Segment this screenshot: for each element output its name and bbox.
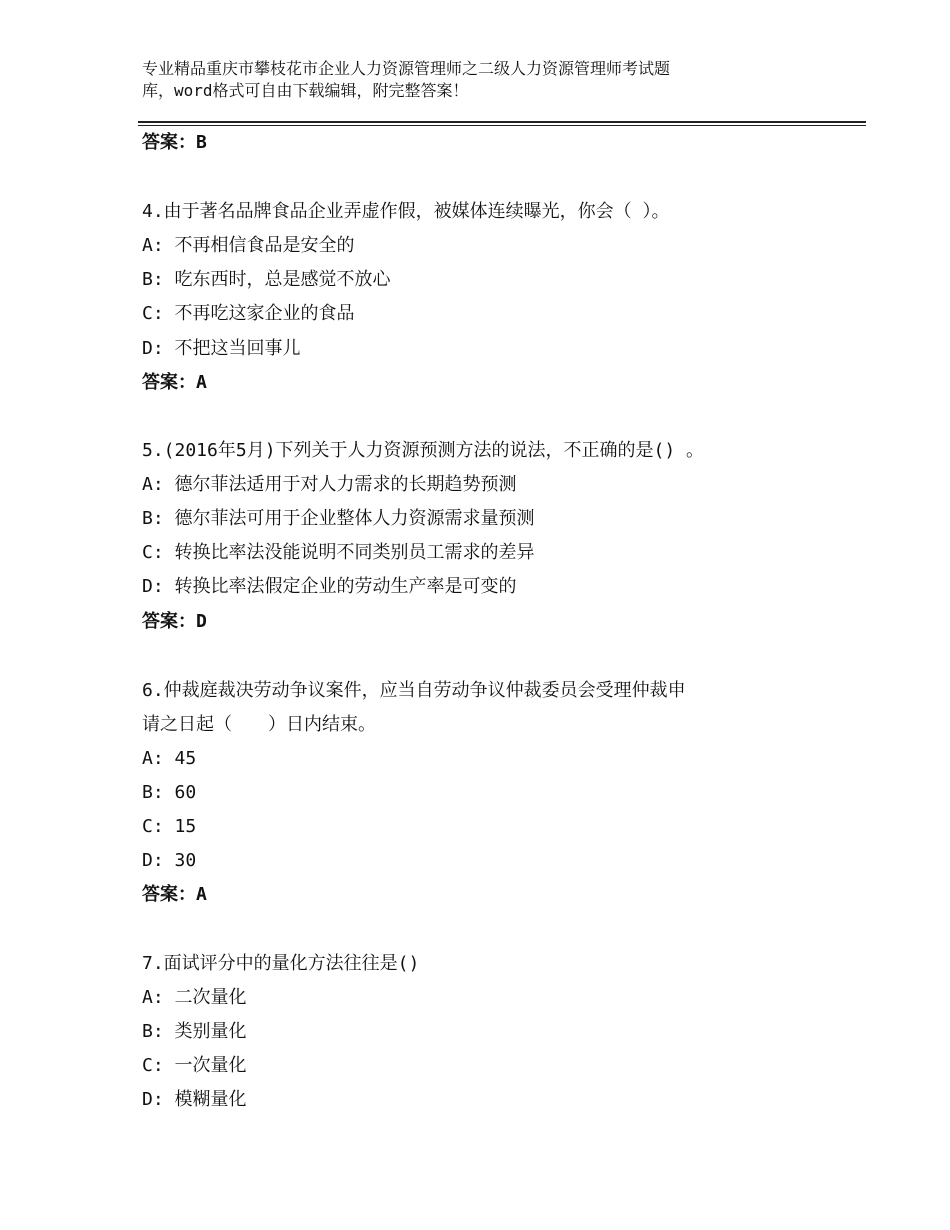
question-7-option-b: B: 类别量化 [142,1021,247,1042]
question-5-option-b: B: 德尔菲法可用于企业整体人力资源需求量预测 [142,508,535,529]
question-5-option-d: D: 转换比率法假定企业的劳动生产率是可变的 [142,576,517,597]
question-6-stem-line-1: 6.仲裁庭裁决劳动争议案件，应当自劳动争议仲裁委员会受理仲裁申 [142,680,686,701]
question-6-stem-line-2: 请之日起（ ）日内结束。 [142,714,376,735]
question-4-stem: 4.由于著名品牌食品企业弄虚作假，被媒体连续曝光，你会（ ）。 [142,201,670,222]
question-7-option-c: C: 一次量化 [142,1055,247,1076]
question-5-stem: 5.(2016年5月)下列关于人力资源预测方法的说法，不正确的是() 。 [142,440,705,461]
header-line-1: 专业精品重庆市攀枝花市企业人力资源管理师之二级人力资源管理师考试题 [142,59,671,78]
header-rule-thick [138,121,866,123]
question-6-option-b: B: 60 [142,782,197,803]
header-line-2: 库，word格式可自由下载编辑，附完整答案！ [142,81,469,100]
question-4-option-d: D: 不把这当回事儿 [142,338,301,359]
question-5-answer: 答案：D [142,611,207,632]
document-header [142,58,782,102]
question-4-option-b: B: 吃东西时，总是感觉不放心 [142,269,391,290]
question-7-stem: 7.面试评分中的量化方法往往是() [142,953,420,974]
question-4-answer: 答案：A [142,372,207,393]
question-5-option-a: A: 德尔菲法适用于对人力需求的长期趋势预测 [142,474,517,495]
question-4-option-a: A: 不再相信食品是安全的 [142,235,355,256]
question-6-option-a: A: 45 [142,748,197,769]
question-6-answer: 答案：A [142,884,207,905]
question-4-option-c: C: 不再吃这家企业的食品 [142,303,355,324]
header-rule-thin [138,125,866,126]
question-5-option-c: C: 转换比率法没能说明不同类别员工需求的差异 [142,542,535,563]
question-7-option-d: D: 模糊量化 [142,1089,247,1110]
question-6-option-d: D: 30 [142,850,197,871]
question-6-option-c: C: 15 [142,816,197,837]
question-7-option-a: A: 二次量化 [142,987,247,1008]
answer-prev: 答案：B [142,132,207,153]
